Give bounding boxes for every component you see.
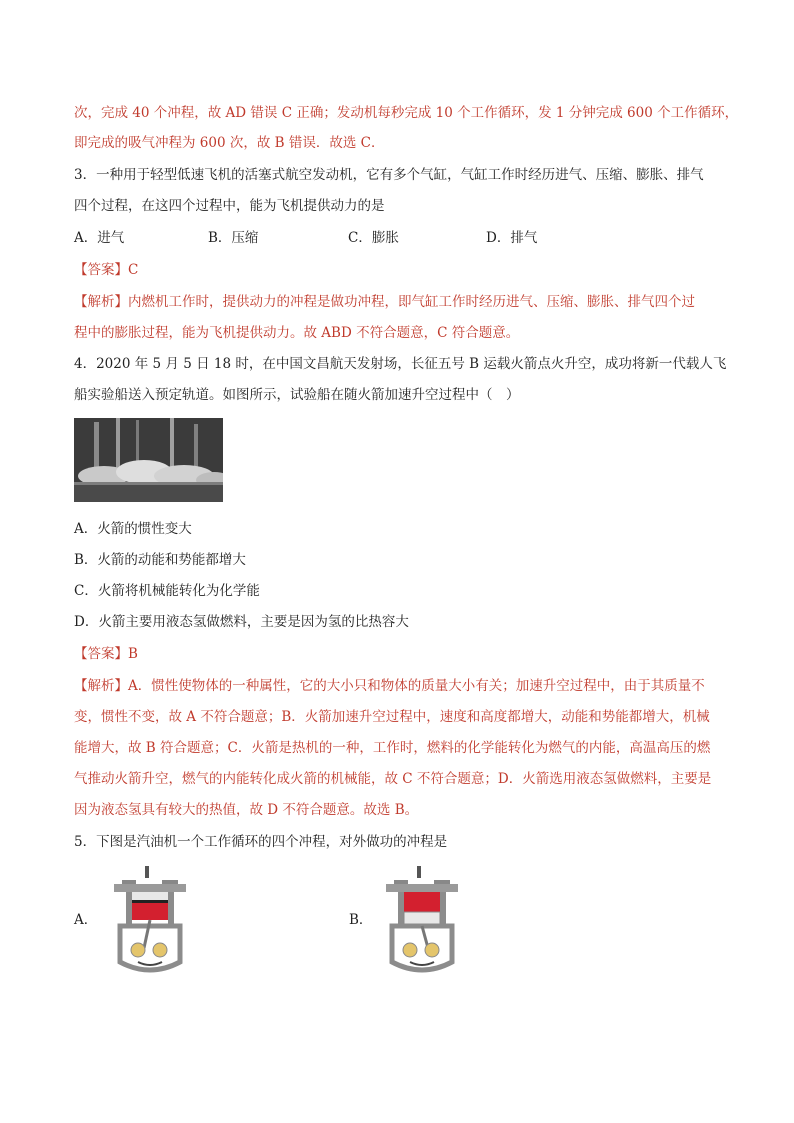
q3-answer-value: C xyxy=(128,262,139,278)
q3-analysis-line-1 xyxy=(74,293,695,311)
q5-option-a-label: A． xyxy=(74,912,98,928)
q3-option-b: B．压缩 xyxy=(208,230,259,246)
q4-analysis-line-1 xyxy=(74,677,705,695)
q5-stem: 5．下图是汽油机一个工作循环的四个冲程，对外做功的冲程是 xyxy=(74,834,448,850)
q4-analysis-tag: 【解析】 xyxy=(74,678,128,694)
rocket-launch-photo xyxy=(74,418,223,502)
q3-option-d: D．排气 xyxy=(486,230,538,246)
q3-answer xyxy=(74,261,138,279)
q3-answer-tag: 【答案】 xyxy=(74,262,128,278)
q4-answer-value: B xyxy=(128,646,138,662)
prev-answer-line-2: 即完成的吸气冲程为 600 次，故 B 错误．故选 C． xyxy=(74,135,385,151)
q4-analysis-line-3: 能增大，故 B 符合题意；C．火箭是热机的一种，工作时，燃料的化学能转化为燃气的内能，高温高压的燃 xyxy=(74,740,711,756)
q4-analysis-line-5: 因为液态氢具有较大的热值，故 D 不符合题意。故选 B。 xyxy=(74,802,419,818)
q4-analysis-line-4: 气推动火箭升空，燃气的内能转化成火箭的机械能，故 C 不符合题意；D．火箭选用液态氢做燃料，主要是 xyxy=(74,771,712,787)
q5-option-b-label: B． xyxy=(349,912,373,928)
prev-answer-line-1: 次，完成 40 个冲程，故 AD 错误 C 正确；发动机每秒完成 10 个工作循环，发 1 分钟完成 600 个工作循环， xyxy=(74,105,739,121)
q4-option-b: B．火箭的动能和势能都增大 xyxy=(74,552,246,568)
q3-analysis-line-2: 程中的膨胀过程，能为飞机提供动力。故 ABD 不符合题意，C 符合题意。 xyxy=(74,325,520,341)
q3-analysis-tag: 【解析】 xyxy=(74,294,128,310)
q3-stem-line-1: 3．一种用于轻型低速飞机的活塞式航空发动机，它有多个气缸，气缸工作时经历进气、压缩、膨胀、排气 xyxy=(74,167,704,183)
engine-diagram-a xyxy=(108,866,192,978)
q3-option-a: A．进气 xyxy=(74,230,125,246)
engine-diagram-b xyxy=(380,866,464,978)
q4-analysis-text-1: A．惯性使物体的一种属性，它的大小只和物体的质量大小有关；加速升空过程中，由于其质量不 xyxy=(128,678,705,694)
q4-answer xyxy=(74,645,138,663)
q4-analysis-line-2: 变，惯性不变，故 A 不符合题意；B．火箭加速升空过程中，速度和高度都增大，动能和势能都增大，机械 xyxy=(74,709,710,725)
q3-stem-line-2: 四个过程，在这四个过程中，能为飞机提供动力的是 xyxy=(74,198,385,214)
q3-option-c: C．膨胀 xyxy=(348,230,399,246)
q4-answer-tag: 【答案】 xyxy=(74,646,128,662)
q4-stem-line-1: 4．2020 年 5 月 5 日 18 时，在中国文昌航天发射场，长征五号 B 运载火箭点火升空，成功将新一代载人飞 xyxy=(74,356,727,372)
q3-analysis-text-1: 内燃机工作时，提供动力的冲程是做功冲程，即气缸工作时经历进气、压缩、膨胀、排气四个过 xyxy=(128,294,695,310)
q4-option-a: A．火箭的惯性变大 xyxy=(74,521,192,537)
q4-option-d: D．火箭主要用液态氢做燃料，主要是因为氢的比热容大 xyxy=(74,614,409,630)
q4-option-c: C．火箭将机械能转化为化学能 xyxy=(74,583,260,599)
q4-stem-line-2: 船实验船送入预定轨道。如图所示，试验船在随火箭加速升空过程中（ ） xyxy=(74,387,520,403)
